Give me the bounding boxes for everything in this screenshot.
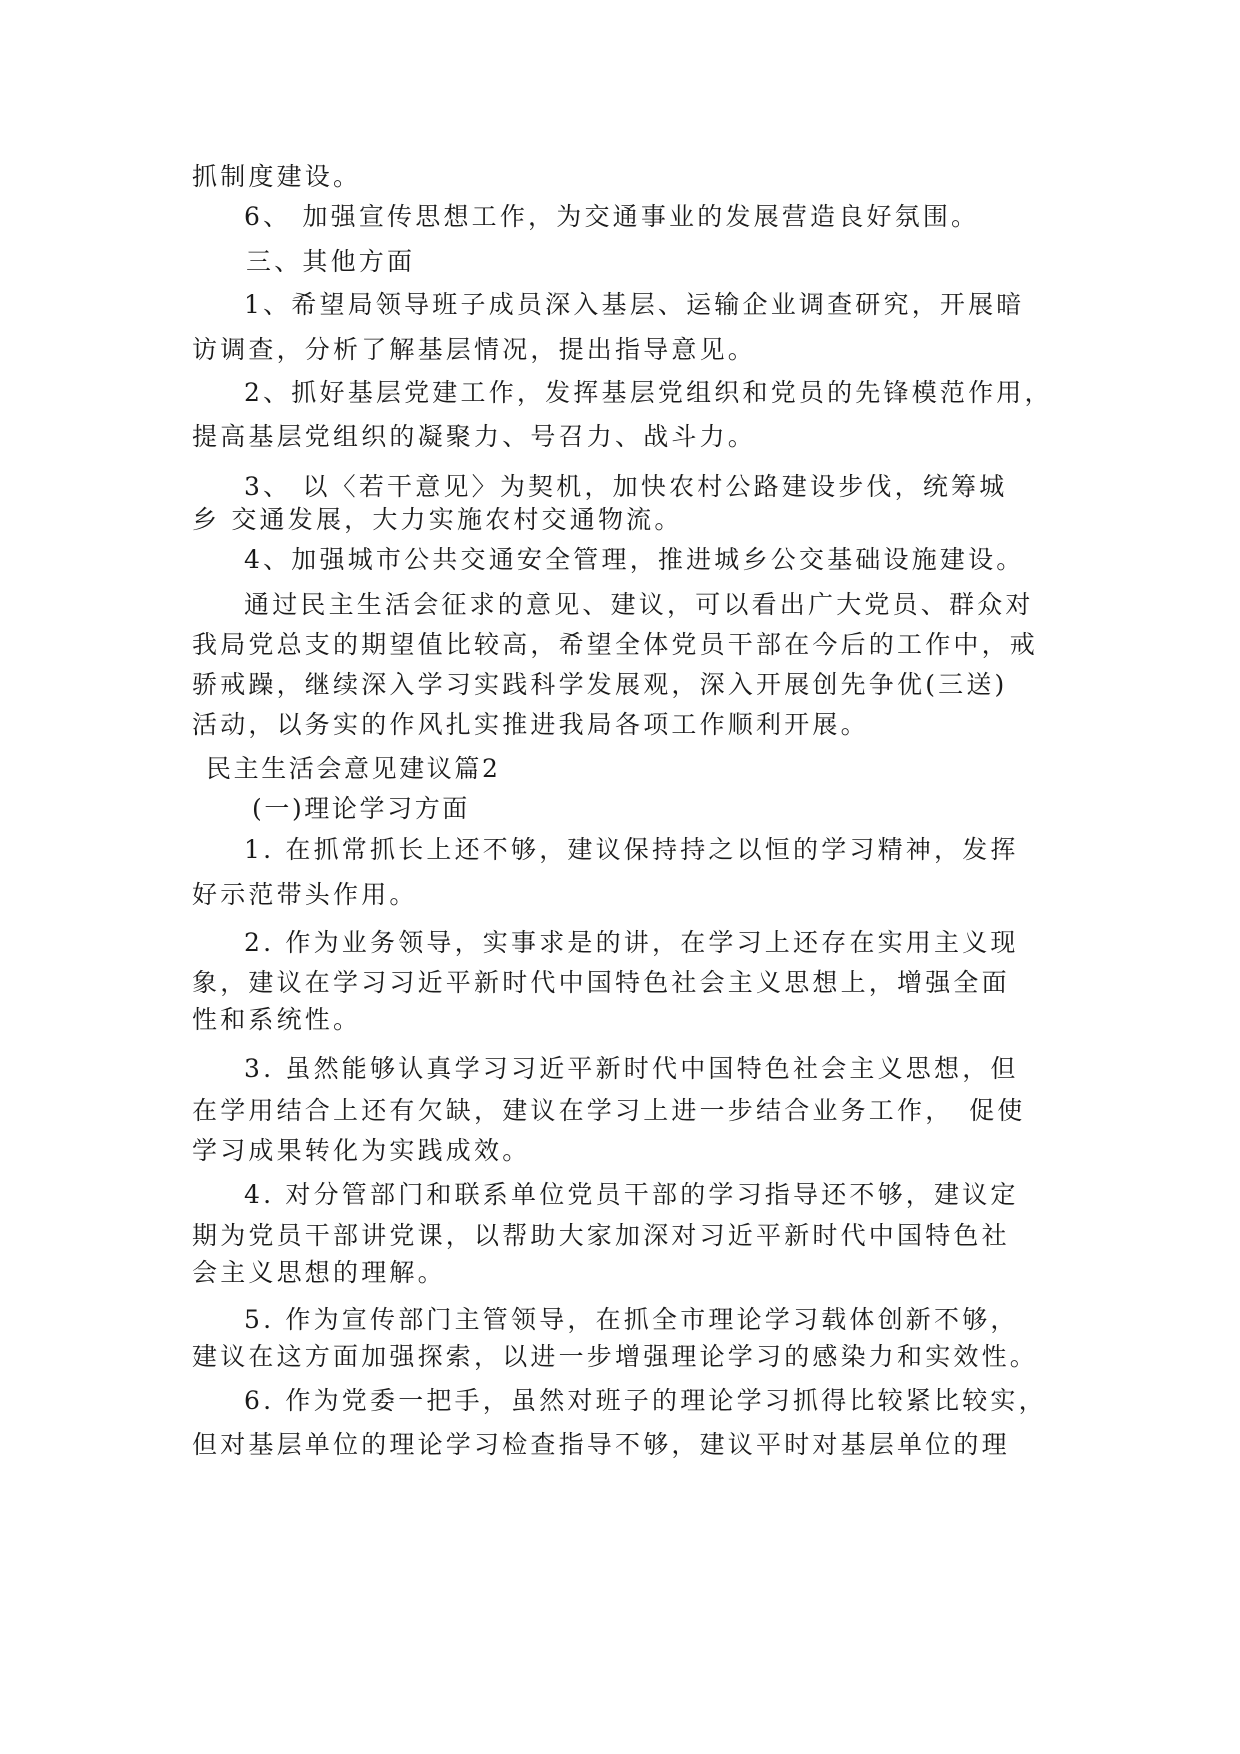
list-item: 4、加强城市公共交通安全管理，推进城乡公交基础设施建设。 <box>244 545 1025 574</box>
text-line: 建议在这方面加强探索，以进一步增强理论学习的感染力和实效性。 <box>192 1342 1039 1371</box>
section-heading: (一)理论学习方面 <box>252 794 470 823</box>
list-item: 2、抓好基层党建工作，发挥基层党组织和党员的先锋模范作用， <box>244 378 1053 407</box>
text-line: 象，建议在学习习近平新时代中国特色社会主义思想上，增强全面 <box>192 968 1010 997</box>
list-item: 6、 加强宣传思想工作，为交通事业的发展营造良好氛围。 <box>244 202 980 231</box>
list-item: 4. 对分管部门和联系单位党员干部的学习指导还不够，建议定 <box>244 1180 1019 1209</box>
article-title: 民主生活会意见建议篇2 <box>206 754 501 783</box>
text-line: 骄戒躁，继续深入学习实践科学发展观，深入开展创先争优(三送) <box>192 670 1008 699</box>
text-line: 乡 交通发展，大力实施农村交通物流。 <box>192 505 683 534</box>
text-line: 提高基层党组织的凝聚力、号召力、战斗力。 <box>192 422 757 451</box>
list-item: 5. 作为宣传部门主管领导，在抓全市理论学习载体创新不够， <box>244 1305 1019 1334</box>
text-line: 期为党员干部讲党课，以帮助大家加深对习近平新时代中国特色社 <box>192 1221 1010 1250</box>
list-item: 3、 以〈若干意见〉为契机，加快农村公路建设步伐，统筹城 <box>244 472 1008 501</box>
text-line: 学习成果转化为实践成效。 <box>192 1136 531 1165</box>
text-line: 但对基层单位的理论学习检查指导不够，建议平时对基层单位的理 <box>192 1430 1010 1459</box>
text-line: 好示范带头作用。 <box>192 880 418 909</box>
list-item: 3. 虽然能够认真学习习近平新时代中国特色社会主义思想，但 <box>244 1054 1019 1083</box>
text-line: 在学用结合上还有欠缺，建议在学习上进一步结合业务工作， 促使 <box>192 1096 1026 1125</box>
text-line: 会主义思想的理解。 <box>192 1258 446 1287</box>
paragraph-line: 通过民主生活会征求的意见、建议，可以看出广大党员、群众对 <box>244 590 1034 619</box>
list-item: 1、希望局领导班子成员深入基层、运输企业调查研究，开展暗 <box>244 290 1025 319</box>
text-line: 活动，以务实的作风扎实推进我局各项工作顺利开展。 <box>192 710 869 739</box>
text-line: 抓制度建设。 <box>192 162 362 191</box>
text-line: 访调查，分析了解基层情况，提出指导意见。 <box>192 335 757 364</box>
text-line: 我局党总支的期望值比较高，希望全体党员干部在今后的工作中，戒 <box>192 630 1039 659</box>
section-heading: 三、其他方面 <box>246 247 416 276</box>
list-item: 1. 在抓常抓长上还不够，建议保持持之以恒的学习精神，发挥 <box>244 835 1019 864</box>
list-item: 6. 作为党委一把手，虽然对班子的理论学习抓得比较紧比较实， <box>244 1386 1047 1415</box>
text-line: 性和系统性。 <box>192 1005 362 1034</box>
list-item: 2. 作为业务领导，实事求是的讲，在学习上还存在实用主义现 <box>244 928 1019 957</box>
